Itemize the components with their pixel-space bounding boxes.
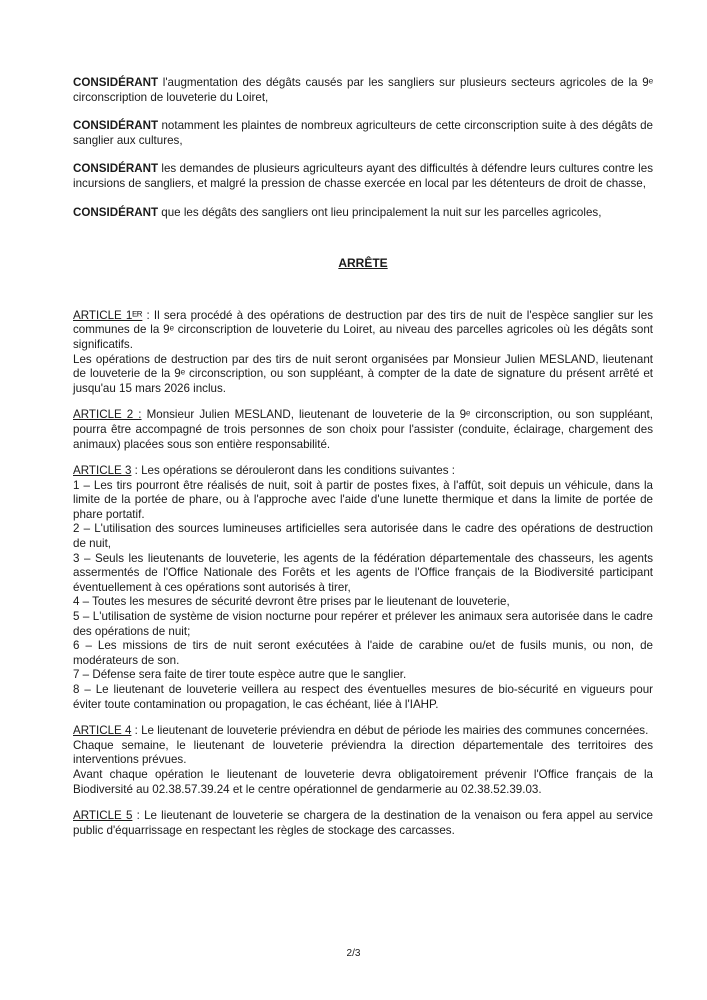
article-3 xyxy=(73,464,653,712)
section-title: ARRÊTE xyxy=(338,256,388,271)
considerant-2 xyxy=(73,119,653,148)
article-text: Avant chaque opération le lieutenant de louveterie devra obligatoirement prévenir l'Office français de la Biodiversité au 02.38.57.39.24 et le centre opérationnel de gendarmerie au 02.38.52.39.03. xyxy=(73,767,653,796)
list-item: 8 – Le lieutenant de louveterie veillera au respect des éventuelles mesures de bio-sécurité en vigueurs pour éviter toute contamination ou propagation, le cas échéant, liée à l'IAHP. xyxy=(73,683,653,711)
article-text: : Le lieutenant de louveterie préviendra en début de période les mairies des communes concernées. xyxy=(131,724,649,738)
article-label: ARTICLE 1ᴱᴿ xyxy=(73,308,143,322)
list-item: 7 – Défense sera faite de tirer toute espèce autre que le sanglier. xyxy=(73,668,407,682)
list-item: 4 – Toutes les mesures de sécurité devront être prises par le lieutenant de louveterie, xyxy=(73,595,510,609)
article-2 xyxy=(73,408,653,452)
considerant-keyword: CONSIDÉRANT xyxy=(73,76,159,89)
article-label: ARTICLE 3 xyxy=(73,464,132,478)
document-body xyxy=(73,76,653,850)
considerant-text: que les dégâts des sangliers ont lieu principalement la nuit sur les parcelles agricoles, xyxy=(158,205,602,219)
considerant-keyword: CONSIDÉRANT xyxy=(73,162,159,176)
article-text: Monsieur Julien MESLAND, lieutenant de louveterie de la 9ᵉ circonscription, ou son suppléant, pourra être accompagné de trois personnes de son choix pour l'assister (conduite, éclairage, chargement des animaux) placées sous son entière responsabilité. xyxy=(73,408,653,451)
considerant-text: les demandes de plusieurs agriculteurs ayant des difficultés à défendre leurs cultures contre les incursions de sangliers, et malgré la pression de chasse exercée en local par les détenteurs de droit de chasse, xyxy=(73,162,653,190)
article-label: ARTICLE 2 : xyxy=(73,408,142,422)
considerant-3 xyxy=(73,162,653,191)
article-text: Chaque semaine, le lieutenant de louveterie préviendra la direction départementale des territoires des interventions prévues. xyxy=(73,738,653,767)
article-text: Les opérations de destruction par des tirs de nuit seront organisées par Monsieur Julien MESLAND, lieutenant de louveterie de la 9ᵉ circonscription, ou son suppléant, à compter de la date de signature du présent arrêté et jusqu'au 15 mars 2026 inclus. xyxy=(73,352,653,395)
article-4 xyxy=(73,724,653,797)
article-label: ARTICLE 5 xyxy=(73,809,133,823)
article-1 xyxy=(73,309,653,397)
list-item: 5 – L'utilisation de système de vision nocturne pour repérer et prélever les animaux sera autorisée dans le cadre des opérations de nuit; xyxy=(73,610,653,638)
article-text: : Le lieutenant de louveterie se chargera de la destination de la venaison ou fera appel au service public d'équarrissage en respectant les règles de stockage des carcasses. xyxy=(73,809,654,837)
considerant-text: notamment les plaintes de nombreux agriculteurs de cette circonscription suite à des dégâts de sanglier aux cultures, xyxy=(73,119,653,147)
list-item: 2 – L'utilisation des sources lumineuses artificielles sera autorisée dans le cadre des opérations de destruction de nuit, xyxy=(73,522,653,551)
considerant-1 xyxy=(73,76,653,105)
article-5 xyxy=(73,809,653,838)
considerant-keyword: CONSIDÉRANT xyxy=(73,119,159,133)
article-text: : Il sera procédé à des opérations de destruction par des tirs de nuit de l'espèce sanglier sur les communes de la 9ᵉ circonscription de louveterie du Loiret, au niveau des parcelles agricoles où les dégâts sont significatifs. xyxy=(73,308,653,351)
considerant-4 xyxy=(73,206,653,221)
considerant-text: l'augmentation des dégâts causés par les sangliers sur plusieurs secteurs agricoles de la 9ᵉ circonscription de louveterie du Loiret, xyxy=(73,76,653,104)
considerant-keyword: CONSIDÉRANT xyxy=(73,205,159,219)
list-item: 1 – Les tirs pourront être réalisés de nuit, soit à partir de postes fixes, à l'affût, soit depuis un véhicule, dans la limite de la portée de phare, ou à l'approche avec l'aide d'une lunette thermique et dans la limite de portée de phare portatif. xyxy=(73,478,653,521)
article-text: : Les opérations se dérouleront dans les conditions suivantes : xyxy=(131,464,455,478)
list-item: 6 – Les missions de tirs de nuit seront exécutées à l'aide de carabine ou/et de fusils munis, ou non, de modérateurs de son. xyxy=(73,639,653,667)
page-number: 2/3 xyxy=(346,948,361,959)
article-label: ARTICLE 4 xyxy=(73,724,132,738)
list-item: 3 – Seuls les lieutenants de louveterie, les agents de la fédération départementale des chasseurs, les agents assermentés de l'Office Nationale des Forêts et les agents de l'Office français de la Biodiversité participant éventuellement à ces opérations sont autorisés à tirer, xyxy=(73,551,653,594)
